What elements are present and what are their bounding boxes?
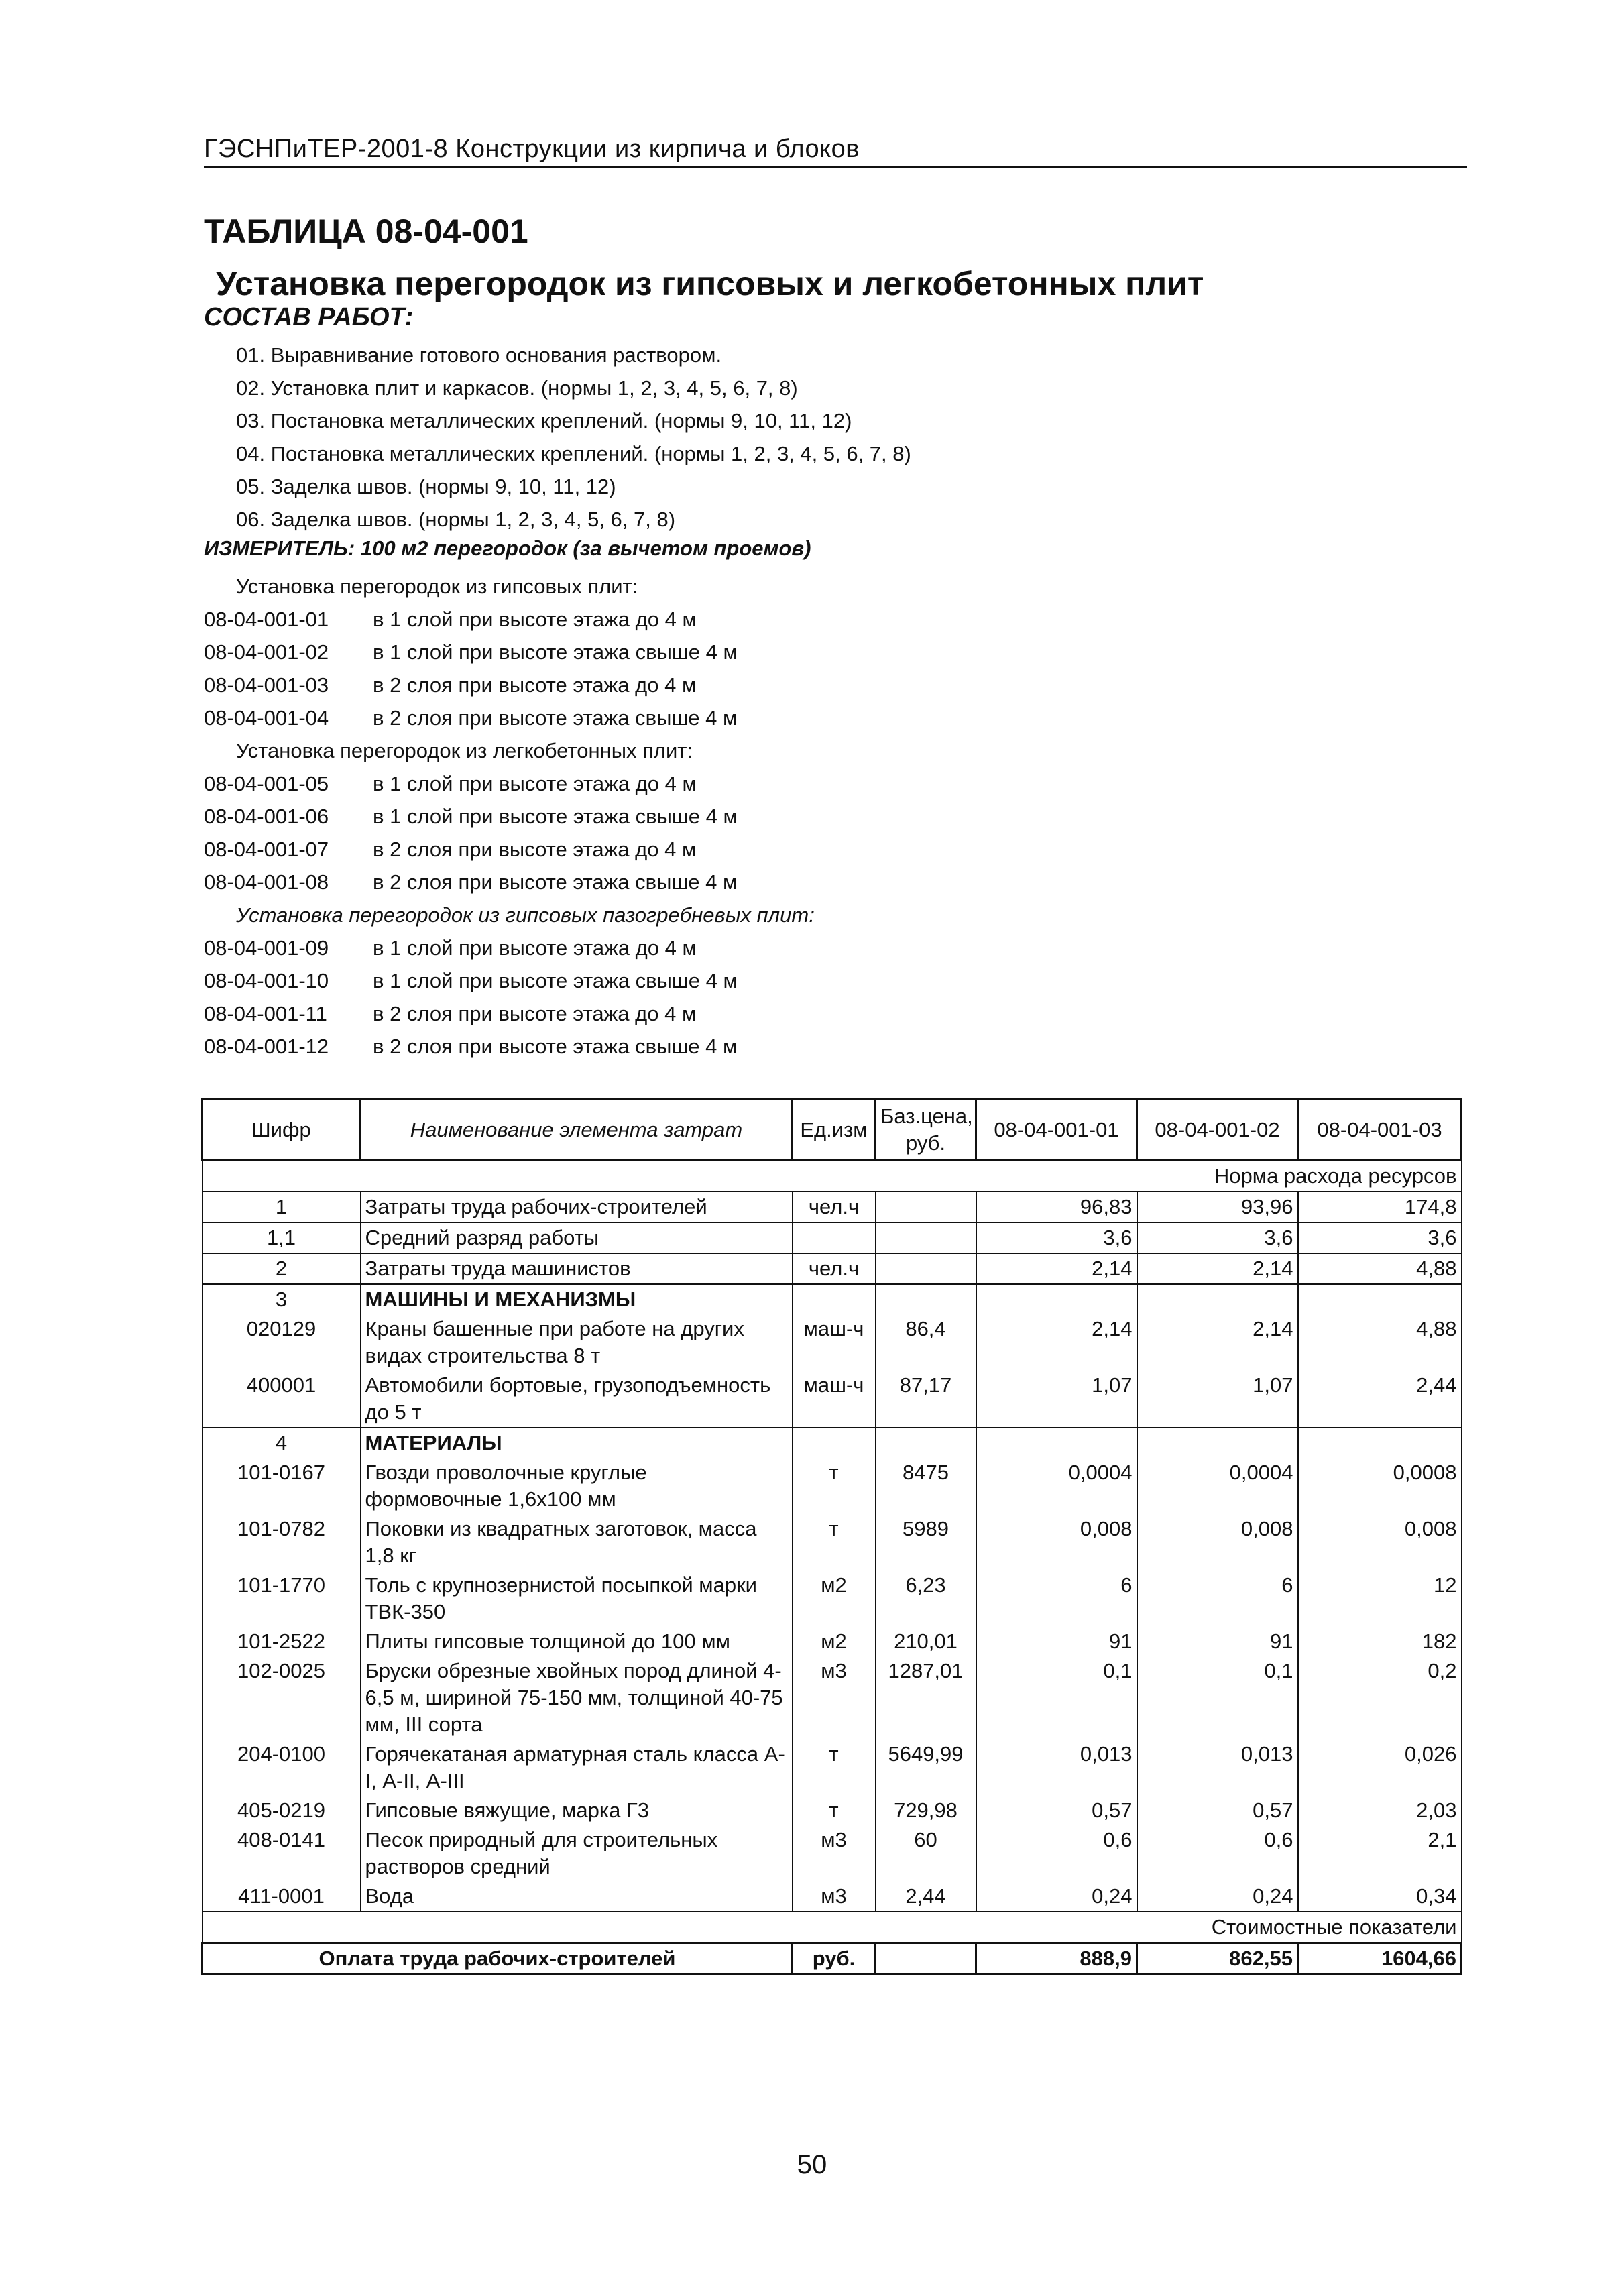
norm-code-row bbox=[204, 636, 815, 669]
header-price: Баз.цена, руб. bbox=[876, 1100, 976, 1161]
cell-norm-3: 0,008 bbox=[1298, 1514, 1462, 1570]
cell-name: Толь с крупнозернистой посыпкой марки ТВК-350 bbox=[361, 1570, 793, 1627]
cell-code: 101-0782 bbox=[202, 1514, 361, 1570]
cost-label-row bbox=[202, 1912, 1462, 1943]
table-row bbox=[202, 1570, 1462, 1627]
cell-unit: м3 bbox=[793, 1825, 876, 1882]
cell-norm-2 bbox=[1137, 1428, 1298, 1458]
norm-codes-list bbox=[204, 570, 815, 1063]
norm-code-row bbox=[204, 964, 815, 997]
table-row bbox=[202, 1627, 1462, 1656]
cell-norm-1: 0,008 bbox=[976, 1514, 1137, 1570]
cell-unit: м2 bbox=[793, 1570, 876, 1627]
cell-code: 101-1770 bbox=[202, 1570, 361, 1627]
cell-name: Плиты гипсовые толщиной до 100 мм bbox=[361, 1627, 793, 1656]
work-item: 03. Постановка металлических креплений. (нормы 9, 10, 11, 12) bbox=[236, 409, 852, 433]
section-row bbox=[202, 1284, 1462, 1314]
norm-code-row bbox=[204, 701, 815, 734]
header-code: Шифр bbox=[202, 1100, 361, 1161]
cell-price bbox=[876, 1284, 976, 1314]
cell-norm-2: 2,14 bbox=[1137, 1253, 1298, 1284]
norm-code: 08-04-001-03 bbox=[204, 673, 329, 697]
cell-norm-1: 3,6 bbox=[976, 1222, 1137, 1253]
norm-description: в 1 слой при высоте этажа до 4 м bbox=[373, 936, 697, 960]
cell-name: Гипсовые вяжущие, марка Г3 bbox=[361, 1796, 793, 1825]
norm-code: 08-04-001-09 bbox=[204, 936, 329, 960]
cell-price: 8475 bbox=[876, 1458, 976, 1514]
norm-code-row bbox=[204, 931, 815, 964]
cell-code: 1,1 bbox=[202, 1222, 361, 1253]
cell-norm-2: 1,07 bbox=[1137, 1371, 1298, 1428]
cell-norm-3: 3,6 bbox=[1298, 1222, 1462, 1253]
cell-norm-1: 0,1 bbox=[976, 1656, 1137, 1739]
norm-code-row bbox=[204, 997, 815, 1030]
table-row bbox=[202, 1458, 1462, 1514]
work-item: 06. Заделка швов. (нормы 1, 2, 3, 4, 5, 6, 7, 8) bbox=[236, 508, 676, 531]
cell-norm-1: 6 bbox=[976, 1570, 1137, 1627]
cell-unit bbox=[793, 1284, 876, 1314]
cell-norm-3: 182 bbox=[1298, 1627, 1462, 1656]
norm-label-row bbox=[202, 1161, 1462, 1192]
cell-norm-1: 91 bbox=[976, 1627, 1137, 1656]
norm-description: в 2 слоя при высоте этажа свыше 4 м bbox=[373, 706, 738, 730]
total-row bbox=[202, 1943, 1462, 1975]
norm-code: 08-04-001-07 bbox=[204, 838, 329, 861]
cell-norm-2: 91 bbox=[1137, 1627, 1298, 1656]
norm-description: в 2 слоя при высоте этажа свыше 4 м bbox=[373, 1035, 738, 1058]
norm-description: в 2 слоя при высоте этажа до 4 м bbox=[373, 1002, 697, 1025]
cell-norm-1: 96,83 bbox=[976, 1192, 1137, 1222]
cell-name: Затраты труда рабочих-строителей bbox=[361, 1192, 793, 1222]
document-header: ГЭСНПиТЕР-2001-8 Конструкции из кирпича и блоков bbox=[204, 133, 1467, 168]
cell-unit: т bbox=[793, 1458, 876, 1514]
cell-name: МАТЕРИАЛЫ bbox=[361, 1428, 793, 1458]
norm-description: в 1 слой при высоте этажа до 4 м bbox=[373, 608, 697, 631]
cell-name: Поковки из квадратных заготовок, масса 1,8 кг bbox=[361, 1514, 793, 1570]
cell-unit: м2 bbox=[793, 1627, 876, 1656]
cell-norm-3 bbox=[1298, 1284, 1462, 1314]
norm-description: в 2 слоя при высоте этажа до 4 м bbox=[373, 673, 697, 697]
cell-price: 1287,01 bbox=[876, 1656, 976, 1739]
cell-norm-2: 6 bbox=[1137, 1570, 1298, 1627]
cell-norm-3: 0,0008 bbox=[1298, 1458, 1462, 1514]
cell-norm-3: 4,88 bbox=[1298, 1314, 1462, 1371]
cell-code: 411-0001 bbox=[202, 1882, 361, 1912]
cell-norm-2: 2,14 bbox=[1137, 1314, 1298, 1371]
header-norm-2: 08-04-001-02 bbox=[1137, 1100, 1298, 1161]
cell-price: 87,17 bbox=[876, 1371, 976, 1428]
cell-unit: м3 bbox=[793, 1656, 876, 1739]
norm-description: в 1 слой при высоте этажа свыше 4 м bbox=[373, 805, 738, 828]
cell-norm-1: 1,07 bbox=[976, 1371, 1137, 1428]
cell-name: Средний разряд работы bbox=[361, 1222, 793, 1253]
cell-norm-1: 2,14 bbox=[976, 1253, 1137, 1284]
cell-unit: т bbox=[793, 1514, 876, 1570]
header-norm-3: 08-04-001-03 bbox=[1298, 1100, 1462, 1161]
table-row bbox=[202, 1514, 1462, 1570]
cell-norm-3: 2,03 bbox=[1298, 1796, 1462, 1825]
norm-description: в 1 слой при высоте этажа свыше 4 м bbox=[373, 969, 738, 992]
cell-norm-1: 0,6 bbox=[976, 1825, 1137, 1882]
norm-code-row bbox=[204, 1030, 815, 1063]
norm-code: 08-04-001-11 bbox=[204, 1002, 327, 1025]
header-unit: Ед.изм bbox=[793, 1100, 876, 1161]
cell-norm-3: 0,026 bbox=[1298, 1739, 1462, 1796]
cell-norm-3: 174,8 bbox=[1298, 1192, 1462, 1222]
cell-norm-1 bbox=[976, 1284, 1137, 1314]
norm-label-row-label: Норма расхода ресурсов bbox=[202, 1161, 1462, 1192]
cell-norm-1: 0,0004 bbox=[976, 1458, 1137, 1514]
cell-unit: маш-ч bbox=[793, 1314, 876, 1371]
cell-code: 020129 bbox=[202, 1314, 361, 1371]
table-row bbox=[202, 1739, 1462, 1796]
cell-norm-2: 0,1 bbox=[1137, 1656, 1298, 1739]
table-row bbox=[202, 1222, 1462, 1253]
norm-code-row bbox=[204, 866, 815, 899]
cell-unit: маш-ч bbox=[793, 1371, 876, 1428]
cell-price: 2,44 bbox=[876, 1882, 976, 1912]
cell-norm-1: 2,14 bbox=[976, 1314, 1137, 1371]
norm-code-row bbox=[204, 603, 815, 636]
cell-price: 86,4 bbox=[876, 1314, 976, 1371]
cell-name: Краны башенные при работе на других видах строительства 8 т bbox=[361, 1314, 793, 1371]
cell-norm-3 bbox=[1298, 1428, 1462, 1458]
work-item: 02. Установка плит и каркасов. (нормы 1, 2, 3, 4, 5, 6, 7, 8) bbox=[236, 376, 798, 400]
cell-price: 729,98 bbox=[876, 1796, 976, 1825]
cell-norm-1: 0,57 bbox=[976, 1796, 1137, 1825]
cell-unit: т bbox=[793, 1796, 876, 1825]
group-title: Установка перегородок из гипсовых плит: bbox=[236, 575, 638, 598]
work-item: 01. Выравнивание готового основания раствором. bbox=[236, 343, 722, 367]
cell-code: 102-0025 bbox=[202, 1656, 361, 1739]
norm-code-row bbox=[204, 800, 815, 833]
cell-name: Горячекатаная арматурная сталь класса А-I, А-II, А-III bbox=[361, 1739, 793, 1796]
cell-norm-2: 93,96 bbox=[1137, 1192, 1298, 1222]
cell-code: 101-2522 bbox=[202, 1627, 361, 1656]
norm-code-row bbox=[204, 767, 815, 800]
cell-code: 2 bbox=[202, 1253, 361, 1284]
cell-norm-2: 0,0004 bbox=[1137, 1458, 1298, 1514]
cell-norm-2: 3,6 bbox=[1137, 1222, 1298, 1253]
cell-name: МАШИНЫ И МЕХАНИЗМЫ bbox=[361, 1284, 793, 1314]
cell-unit: чел.ч bbox=[793, 1253, 876, 1284]
group-title: Установка перегородок из легкобетонных плит: bbox=[236, 739, 693, 762]
cell-price: 6,23 bbox=[876, 1570, 976, 1627]
table-row bbox=[202, 1314, 1462, 1371]
cell-price bbox=[876, 1253, 976, 1284]
cell-norm-2 bbox=[1137, 1284, 1298, 1314]
total-name: Оплата труда рабочих-строителей bbox=[202, 1943, 793, 1975]
cell-norm-2: 0,013 bbox=[1137, 1739, 1298, 1796]
cell-unit bbox=[793, 1428, 876, 1458]
cell-norm-3: 2,44 bbox=[1298, 1371, 1462, 1428]
cell-norm-1: 0,24 bbox=[976, 1882, 1137, 1912]
cell-unit: чел.ч bbox=[793, 1192, 876, 1222]
work-item: 05. Заделка швов. (нормы 9, 10, 11, 12) bbox=[236, 475, 616, 498]
cell-code: 405-0219 bbox=[202, 1796, 361, 1825]
cell-unit: м3 bbox=[793, 1882, 876, 1912]
table-header-row bbox=[202, 1100, 1462, 1161]
table-row bbox=[202, 1882, 1462, 1912]
cell-price: 210,01 bbox=[876, 1627, 976, 1656]
work-item: 04. Постановка металлических креплений. (нормы 1, 2, 3, 4, 5, 6, 7, 8) bbox=[236, 442, 911, 465]
norm-code: 08-04-001-08 bbox=[204, 870, 329, 894]
cell-norm-3: 4,88 bbox=[1298, 1253, 1462, 1284]
norm-description: в 1 слой при высоте этажа до 4 м bbox=[373, 772, 697, 795]
header-norm-1: 08-04-001-01 bbox=[976, 1100, 1137, 1161]
total-norm-1: 888,9 bbox=[976, 1943, 1137, 1975]
norm-code-row bbox=[204, 833, 815, 866]
norm-description: в 1 слой при высоте этажа свыше 4 м bbox=[373, 640, 738, 664]
cell-price: 60 bbox=[876, 1825, 976, 1882]
norm-code: 08-04-001-10 bbox=[204, 969, 329, 992]
cell-norm-2: 0,57 bbox=[1137, 1796, 1298, 1825]
norm-code: 08-04-001-01 bbox=[204, 608, 329, 631]
section-row bbox=[202, 1428, 1462, 1458]
norm-code: 08-04-001-04 bbox=[204, 706, 329, 730]
cell-price: 5989 bbox=[876, 1514, 976, 1570]
cell-price bbox=[876, 1192, 976, 1222]
norm-description: в 2 слоя при высоте этажа свыше 4 м bbox=[373, 870, 738, 894]
total-norm-2: 862,55 bbox=[1137, 1943, 1298, 1975]
cell-norm-3: 12 bbox=[1298, 1570, 1462, 1627]
meter-line: ИЗМЕРИТЕЛЬ: 100 м2 перегородок (за вычетом проемов) bbox=[204, 536, 811, 560]
cell-price: 5649,99 bbox=[876, 1739, 976, 1796]
cell-price bbox=[876, 1428, 976, 1458]
table-subtitle: Установка перегородок из гипсовых и легкобетонных плит bbox=[216, 265, 1204, 302]
cell-code: 204-0100 bbox=[202, 1739, 361, 1796]
cell-name: Гвозди проволочные круглые формовочные 1,6х100 мм bbox=[361, 1458, 793, 1514]
cell-norm-1 bbox=[976, 1428, 1137, 1458]
cell-code: 1 bbox=[202, 1192, 361, 1222]
cell-price bbox=[876, 1222, 976, 1253]
table-row bbox=[202, 1656, 1462, 1739]
cell-code: 400001 bbox=[202, 1371, 361, 1428]
cell-norm-3: 0,2 bbox=[1298, 1656, 1462, 1739]
table-row bbox=[202, 1371, 1462, 1428]
cell-norm-2: 0,008 bbox=[1137, 1514, 1298, 1570]
norm-code-row bbox=[204, 669, 815, 701]
cost-label-row-label: Стоимостные показатели bbox=[202, 1912, 1462, 1943]
cell-name: Автомобили бортовые, грузоподъемность до 5 т bbox=[361, 1371, 793, 1428]
resources-table bbox=[201, 1098, 1462, 1975]
table-row bbox=[202, 1192, 1462, 1222]
total-price bbox=[876, 1943, 976, 1975]
table-title: ТАБЛИЦА 08-04-001 bbox=[204, 213, 528, 250]
norm-code: 08-04-001-12 bbox=[204, 1035, 329, 1058]
cell-code: 408-0141 bbox=[202, 1825, 361, 1882]
cell-name: Бруски обрезные хвойных пород длиной 4-6,5 м, шириной 75-150 мм, толщиной 40-75 мм, III сорта bbox=[361, 1656, 793, 1739]
norm-description: в 2 слоя при высоте этажа до 4 м bbox=[373, 838, 697, 861]
cell-code: 3 bbox=[202, 1284, 361, 1314]
group-title: Установка перегородок из гипсовых пазогребневых плит: bbox=[236, 903, 815, 927]
cell-unit: т bbox=[793, 1739, 876, 1796]
cell-norm-1: 0,013 bbox=[976, 1739, 1137, 1796]
header-name: Наименование элемента затрат bbox=[361, 1100, 793, 1161]
cell-norm-3: 0,34 bbox=[1298, 1882, 1462, 1912]
cell-code: 4 bbox=[202, 1428, 361, 1458]
works-list bbox=[236, 339, 911, 536]
cell-name: Песок природный для строительных растворов средний bbox=[361, 1825, 793, 1882]
norm-code: 08-04-001-06 bbox=[204, 805, 329, 828]
norm-code: 08-04-001-05 bbox=[204, 772, 329, 795]
composition-title: СОСТАВ РАБОТ: bbox=[204, 303, 414, 331]
norm-code: 08-04-001-02 bbox=[204, 640, 329, 664]
page-number: 50 bbox=[797, 2150, 827, 2179]
total-norm-3: 1604,66 bbox=[1298, 1943, 1462, 1975]
cell-norm-3: 2,1 bbox=[1298, 1825, 1462, 1882]
total-unit: руб. bbox=[793, 1943, 876, 1975]
table-row bbox=[202, 1796, 1462, 1825]
cell-name: Вода bbox=[361, 1882, 793, 1912]
cell-unit bbox=[793, 1222, 876, 1253]
cell-code: 101-0167 bbox=[202, 1458, 361, 1514]
cell-norm-2: 0,6 bbox=[1137, 1825, 1298, 1882]
cell-name: Затраты труда машинистов bbox=[361, 1253, 793, 1284]
cell-norm-2: 0,24 bbox=[1137, 1882, 1298, 1912]
table-row bbox=[202, 1253, 1462, 1284]
table-row bbox=[202, 1825, 1462, 1882]
